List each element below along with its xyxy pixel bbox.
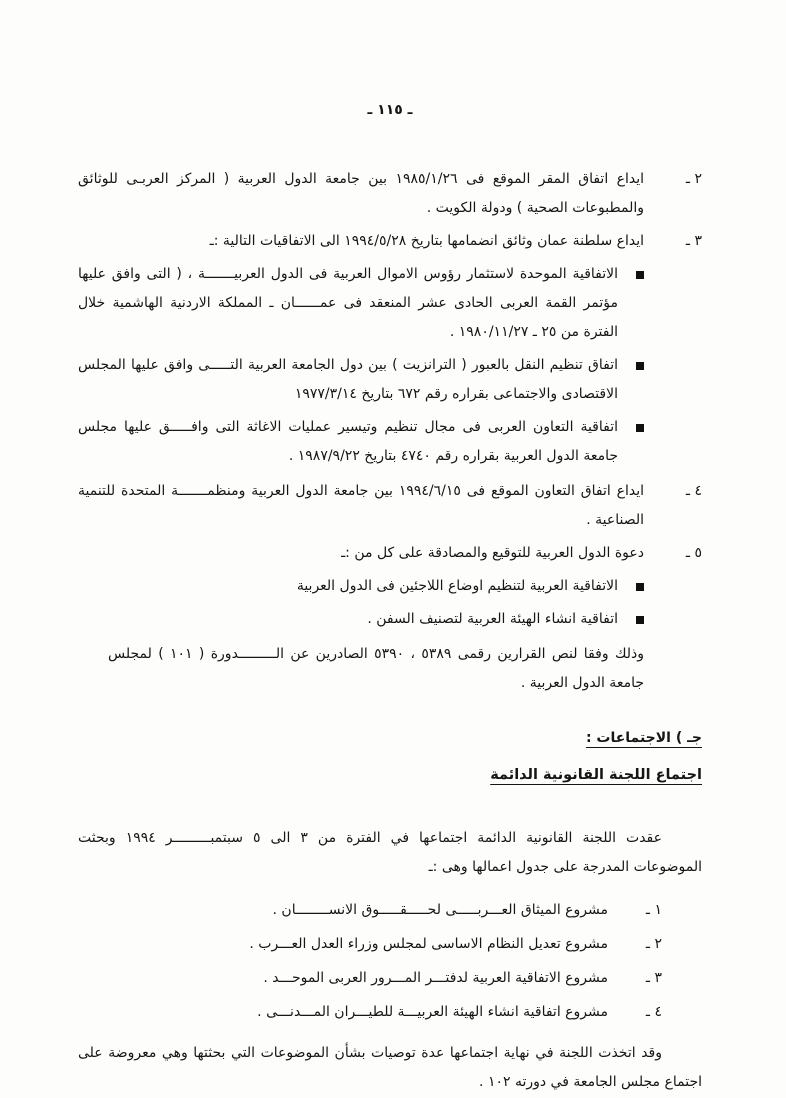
- item-text: ايداع سلطنة عمان وثائق انضمامها بتاريخ ١٩٩٤/٥/٢٨ الى الاتفاقيات التالية :ـ: [209, 233, 644, 249]
- page-number: ـ ١١٥ ـ: [367, 102, 413, 118]
- subsection-heading: اجتماع اللجنة القانونية الدائمة: [490, 767, 702, 783]
- bullet-item: [78, 351, 644, 409]
- item-text: ايداع اتفاق التعاون الموقع فى ١٩٩٤/٦/١٥ بين جامعة الدول العربية ومنظمـــــــة المتحدة للتنمية الصناعية .: [78, 483, 645, 528]
- item-marker: ١ ـ: [645, 902, 662, 918]
- bullet-text: اتفاقية انشاء الهيئة العربية لتصنيف السفن .: [367, 611, 618, 627]
- item-marker: ٣ ـ: [685, 233, 702, 249]
- item-marker: ٣ ـ: [645, 970, 662, 986]
- agenda-item: [78, 896, 662, 925]
- intro-paragraph: عقدت اللجنة القانونية الدائمة اجتماعها في الفترة من ٣ الى ٥ سبتمبـــــــــر ١٩٩٤ وبحثت الموضوعات المدرجة على جدول اعمالها وهى :ـ: [78, 830, 702, 875]
- item-text: مشروع الاتفاقية العربية لدفتـــر المـــرور العربى الموحـــد .: [263, 970, 608, 986]
- document-body: [78, 165, 702, 1097]
- final-paragraph: وقد اتخذت اللجنة في نهاية اجتماعها عدة توصيات بشأن الموضوعات التي بحثتها وهي معروضة على اجتماع مجلس الجامعة في دورته ١٠٢ .: [78, 1045, 702, 1090]
- closing-note-paragraph: وذلك وفقا لنص القرارين رقمى ٥٣٨٩ ، ٥٣٩٠ الصادرين عن الـــــــــدورة ( ١٠١ ) لمجلس جامعة الدول العربية .: [108, 646, 645, 691]
- bullet-text: اتفاقية التعاون العربى فى مجال تنظيم وتيسير عمليات الاغاثة التى وافـــــق عليها مجلس جامعة الدول العربية بقراره رقم ٤٧٤٠ بتاريخ ١٩٨٧/٩/٢٢ .: [78, 419, 618, 464]
- item-marker: ٤ ـ: [645, 1004, 662, 1020]
- agenda-item: [78, 930, 662, 959]
- bullet-text: الاتفاقية الموحدة لاستثمار رؤوس الاموال العربية فى الدول العربيـــــــة ، ( التى وافق عليها مؤتمر القمة العربى الحادى عشر المنعقد فى عمــــــان ـ المملكة الاردنية الهاشمية خلال الفترة من ٢٥ ـ ١٩٨٠/١١/٢٧ .: [78, 266, 618, 340]
- item-text: مشروع تعديل النظام الاساسى لمجلس وزراء العدل العـــرب .: [249, 936, 608, 952]
- bullet-item: [78, 572, 644, 601]
- list-item: [78, 539, 702, 568]
- bullet-square-icon: [636, 271, 644, 279]
- bullet-text: اتفاق تنظيم النقل بالعبور ( الترانزيت ) بين دول الجامعة العربية التـــــى وافق عليها المجلس الاقتصادى والاجتماعى بقراره رقم ٦٧٢ بتاريخ ١٩٧٧/٣/١٤: [78, 357, 618, 402]
- section-heading: جـ ) الاجتماعات :: [585, 730, 702, 746]
- meetings-section: [78, 724, 702, 1097]
- item-text: ايداع اتفاق المقر الموقع فى ١٩٨٥/١/٢٦ بين جامعة الدول العربية ( المركز العربـى للوثائق والمطبوعات الصحية ) ودولة الكويت .: [78, 171, 645, 216]
- bullet-text: الاتفاقية العربية لتنظيم اوضاع اللاجئين فى الدول العربية: [296, 578, 618, 594]
- agenda-item: [78, 964, 662, 993]
- list-item: [78, 477, 702, 535]
- item-text: مشروع اتفاقية انشاء الهيئة العربيـــة للطيـــران المـــدنـــى .: [257, 1004, 608, 1020]
- bullet-item: [78, 413, 644, 471]
- item-marker: ٥ ـ: [685, 545, 702, 561]
- list-item: [78, 227, 702, 256]
- item-text: دعوة الدول العربية للتوقيع والمصادقة على كل من :ـ: [341, 545, 644, 561]
- item-marker: ٤ ـ: [685, 483, 702, 499]
- bullet-square-icon: [636, 616, 644, 624]
- bullet-square-icon: [636, 424, 644, 432]
- bullet-group: [78, 260, 644, 471]
- bullet-item: [78, 260, 644, 347]
- bullet-group: [78, 572, 644, 634]
- list-item: [78, 165, 702, 223]
- bullet-square-icon: [636, 362, 644, 370]
- bullet-item: [78, 605, 644, 634]
- bullet-square-icon: [636, 583, 644, 591]
- agenda-item: [78, 998, 662, 1027]
- item-text: مشروع الميثاق العـــربـــــى لحـــــقـــــوق الانســــــــان .: [272, 902, 608, 918]
- item-marker: ٢ ـ: [685, 171, 702, 187]
- item-marker: ٢ ـ: [645, 936, 662, 952]
